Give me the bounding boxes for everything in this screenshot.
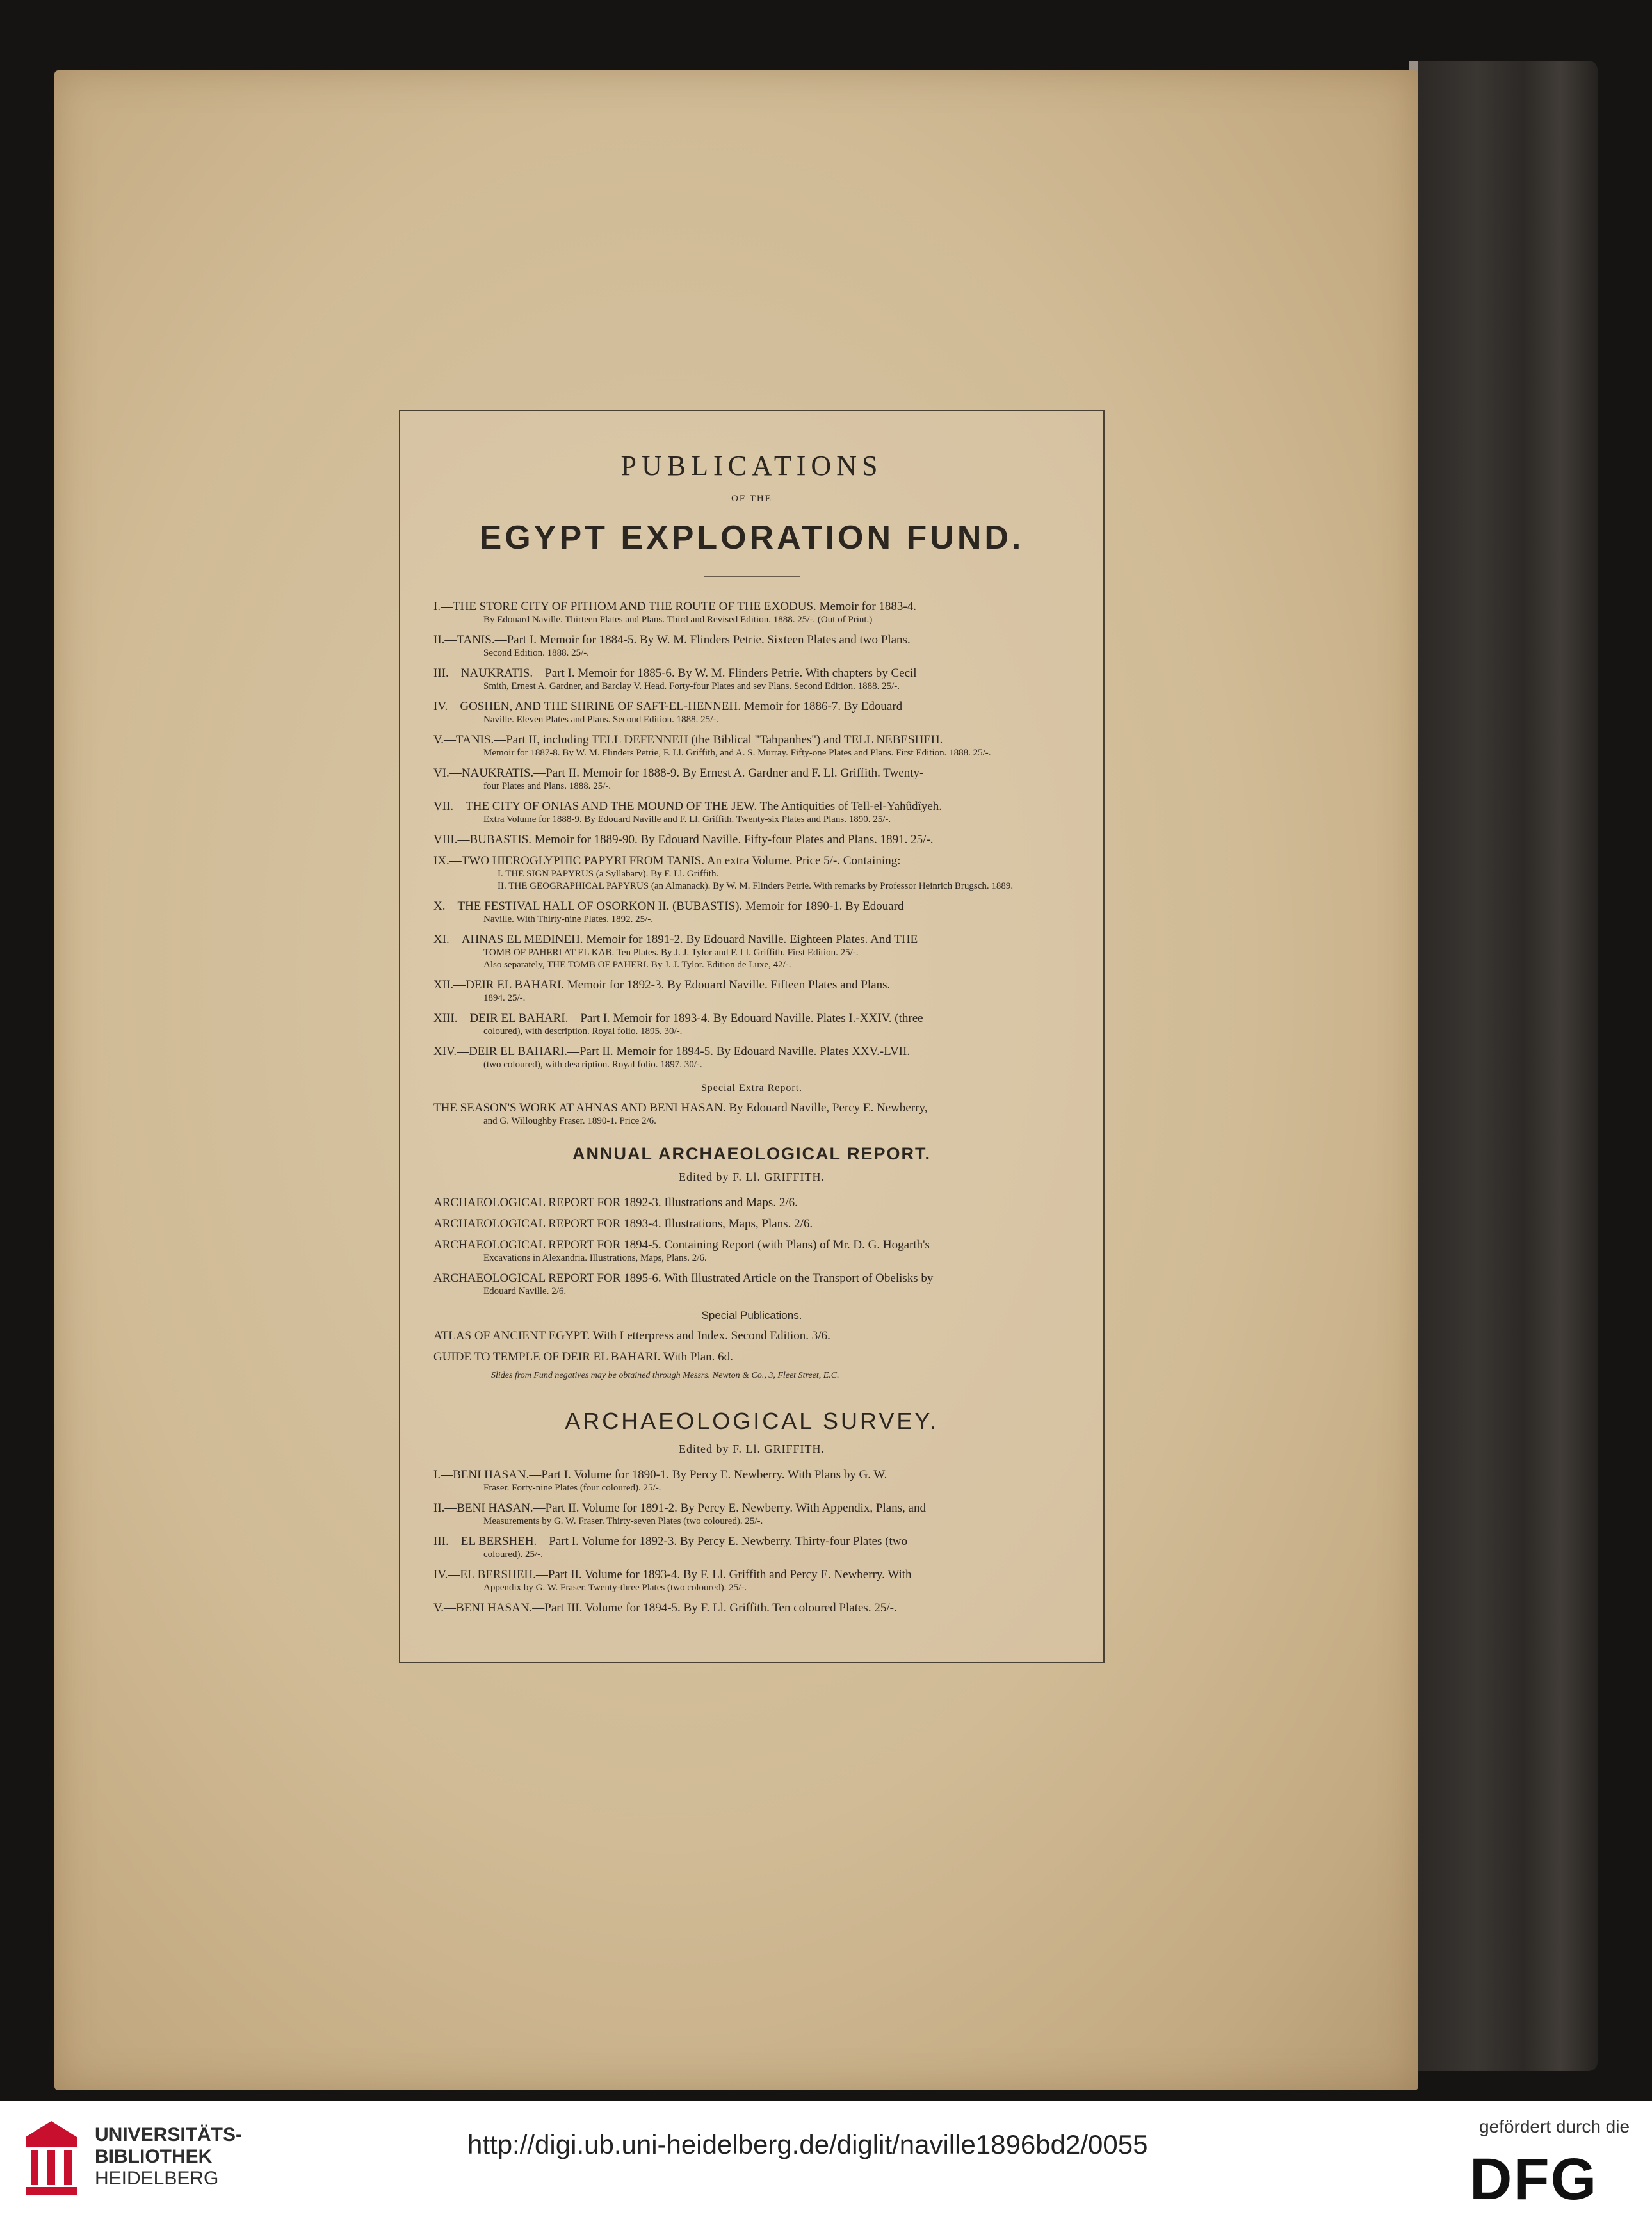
entry-detail: Second Edition. 1888. 25/-.: [483, 648, 589, 658]
entry-detail: and G. Willoughby Fraser. 1890-1. Price 2/6.: [483, 1116, 656, 1126]
entry-detail: TOMB OF PAHERI AT EL KAB. Ten Plates. By J. J. Tylor and F. Ll. Griffith. First Edition. 25/-.: [483, 948, 859, 958]
list-item: [433, 1534, 1070, 1561]
list-item: [433, 1195, 1070, 1210]
publications-title: PUBLICATIONS: [620, 450, 883, 481]
list-item: [433, 732, 1070, 759]
entry-title: III.—EL BERSHEH.—Part I. Volume for 1892-3. By Percy E. Newberry. Thirty-four Plates (two: [433, 1535, 907, 1548]
list-item: [433, 932, 1070, 971]
entry-title: II.—BENI HASAN.—Part II. Volume for 1891-2. By Percy E. Newberry. With Appendix, Plans, and: [433, 1501, 926, 1515]
entry-title: ARCHAEOLOGICAL REPORT FOR 1892-3. Illustrations and Maps. 2/6.: [433, 1196, 798, 1209]
list-item: [433, 1467, 1070, 1494]
entry-title: VII.—THE CITY OF ONIAS AND THE MOUND OF THE JEW. The Antiquities of Tell-el-Yahûdîyeh.: [433, 800, 943, 813]
entry-title: II.—TANIS.—Part I. Memoir for 1884-5. By W. M. Flinders Petrie. Sixteen Plates and two Plans.: [433, 633, 911, 647]
funded-by-label: gefördert durch die: [1479, 2117, 1630, 2136]
entry-detail: Edouard Naville. 2/6.: [483, 1286, 567, 1296]
entry-detail: Naville. Eleven Plates and Plans. Second Edition. 1888. 25/-.: [483, 714, 719, 725]
entry-detail: Fraser. Forty-nine Plates (four coloured). 25/-.: [483, 1483, 661, 1493]
entry-title: IV.—EL BERSHEH.—Part II. Volume for 1893-4. By F. Ll. Griffith and Percy E. Newberry. With: [433, 1568, 912, 1581]
list-item: [433, 766, 1070, 793]
entry-title: ARCHAEOLOGICAL REPORT FOR 1895-6. With Illustrated Article on the Transport of Obelisks by: [433, 1271, 934, 1285]
entry-title: GUIDE TO TEMPLE OF DEIR EL BAHARI. With Plan. 6d.: [433, 1350, 733, 1364]
entry-title: X.—THE FESTIVAL HALL OF OSORKON II. (BUBASTIS). Memoir for 1890-1. By Edouard: [433, 900, 904, 913]
list-item: [433, 1238, 1070, 1264]
of-the-label: OF THE: [731, 494, 772, 504]
dfg-logo: DFG: [1470, 2147, 1598, 2212]
entry-title: V.—TANIS.—Part II, including TELL DEFENNEH (the Biblical "Tahpanhes") and TELL NEBESHEH.: [433, 733, 943, 746]
sub-entry: I. THE SIGN PAPYRUS (a Syllabary). By F. Ll. Griffith.: [498, 869, 719, 879]
divider-rule: [704, 576, 800, 577]
viewer-footer: [0, 2101, 1652, 2219]
entry-title: IX.—TWO HIEROGLYPHIC PAPYRI FROM TANIS. An extra Volume. Price 5/-. Containing:: [433, 854, 901, 867]
list-item: [433, 1501, 1070, 1528]
entry-title: III.—NAUKRATIS.—Part I. Memoir for 1885-6. By W. M. Flinders Petrie. With chapters by Cecil: [433, 666, 917, 680]
entry-detail: coloured), with description. Royal folio. 1895. 30/-.: [483, 1026, 683, 1037]
publications-plate: [399, 410, 1105, 1663]
entry-detail: 1894. 25/-.: [483, 993, 526, 1003]
annual-report-heading: ANNUAL ARCHAEOLOGICAL REPORT.: [572, 1144, 932, 1163]
entry-title: V.—BENI HASAN.—Part III. Volume for 1894-5. By F. Ll. Griffith. Ten coloured Plates. 25/-.: [433, 1601, 897, 1615]
list-item: [433, 1216, 1070, 1231]
entry-title: ARCHAEOLOGICAL REPORT FOR 1893-4. Illustrations, Maps, Plans. 2/6.: [433, 1217, 813, 1231]
annual-editor: Edited by F. Ll. GRIFFITH.: [678, 1170, 825, 1183]
entry-detail: coloured). 25/-.: [483, 1549, 543, 1560]
survey-editor: Edited by F. Ll. GRIFFITH.: [678, 1442, 825, 1455]
special-publications-heading: Special Publications.: [701, 1309, 802, 1321]
list-item: [433, 832, 1070, 847]
list-item: [433, 599, 1070, 626]
list-item: [433, 899, 1070, 926]
list-item: [433, 978, 1070, 1005]
list-item: [433, 1567, 1070, 1594]
entry-detail: four Plates and Plans. 1888. 25/-.: [483, 781, 611, 791]
entry-title: IV.—GOSHEN, AND THE SHRINE OF SAFT-EL-HENNEH. Memoir for 1886-7. By Edouard: [433, 700, 903, 713]
university-logo-icon: [19, 2118, 83, 2201]
entry-title: XII.—DEIR EL BAHARI. Memoir for 1892-3. By Edouard Naville. Fifteen Plates and Plans.: [433, 978, 891, 992]
book-spine: [1412, 61, 1598, 2071]
book-cover: [54, 70, 1418, 2090]
entry-detail: By Edouard Naville. Thirteen Plates and Plans. Third and Revised Edition. 1888. 25/-. (Out of Print.): [483, 615, 873, 625]
entry-detail: Smith, Ernest A. Gardner, and Barclay V. Head. Forty-four Plates and sev Plans. Second Edition. 1888. 25/-.: [483, 681, 900, 691]
slides-note: Slides from Fund negatives may be obtained through Messrs. Newton & Co., 3, Fleet Street, E.C.: [491, 1371, 839, 1380]
uni-line: UNIVERSITÄTS-: [95, 2124, 243, 2145]
list-item: [433, 1328, 1070, 1343]
entry-title: ATLAS OF ANCIENT EGYPT. With Letterpress and Index. Second Edition. 3/6.: [433, 1329, 830, 1343]
entry-title: XIII.—DEIR EL BAHARI.—Part I. Memoir for 1893-4. By Edouard Naville. Plates I.-XXIV. (three: [433, 1012, 923, 1025]
publications-list: [433, 599, 1070, 1071]
entry-detail: Measurements by G. W. Fraser. Thirty-seven Plates (two coloured). 25/-.: [483, 1516, 763, 1526]
list-item: [433, 1011, 1070, 1038]
entry-title: VIII.—BUBASTIS. Memoir for 1889-90. By Edouard Naville. Fifty-four Plates and Plans. 1891. 25/-.: [433, 833, 934, 846]
list-item: [433, 1271, 1070, 1298]
entry-title: VI.—NAUKRATIS.—Part II. Memoir for 1888-9. By Ernest A. Gardner and F. Ll. Griffith. Twenty-: [433, 766, 924, 780]
uni-line: BIBLIOTHEK: [95, 2146, 213, 2167]
entry-detail: Extra Volume for 1888-9. By Edouard Naville and F. Ll. Griffith. Twenty-six Plates and Plans. 1890. 25/-.: [483, 814, 891, 825]
entry-title: ARCHAEOLOGICAL REPORT FOR 1894-5. Containing Report (with Plans) of Mr. D. G. Hogarth's: [433, 1238, 930, 1252]
entry-detail: Naville. With Thirty-nine Plates. 1892. 25/-.: [483, 914, 654, 924]
entry-title: THE SEASON'S WORK AT AHNAS AND BENI HASAN. By Edouard Naville, Percy E. Newberry,: [433, 1101, 928, 1115]
entry-detail: Memoir for 1887-8. By W. M. Flinders Petrie, F. Ll. Griffith, and A. S. Murray. Fifty-one Plates and Plans. First Edition. 1888. 25/-.: [483, 748, 991, 758]
list-item: [433, 799, 1070, 826]
entry-detail: Appendix by G. W. Fraser. Twenty-three Plates (two coloured). 25/-.: [483, 1583, 747, 1593]
list-item: [433, 699, 1070, 726]
permalink-url[interactable]: http://digi.ub.uni-heidelberg.de/diglit/naville1896bd2/0055: [467, 2129, 1148, 2159]
entry-detail: Excavations in Alexandria. Illustrations, Maps, Plans. 2/6.: [483, 1253, 707, 1263]
list-item: [433, 853, 1070, 892]
list-item: [433, 1601, 1070, 1615]
list-item: [433, 666, 1070, 693]
list-item: [433, 633, 1070, 659]
entry-title: I.—THE STORE CITY OF PITHOM AND THE ROUTE OF THE EXODUS. Memoir for 1883-4.: [433, 600, 916, 613]
organization-title: EGYPT EXPLORATION FUND.: [479, 519, 1024, 556]
entry-detail: Also separately, THE TOMB OF PAHERI. By J. J. Tylor. Edition de Luxe, 42/-.: [483, 960, 791, 970]
special-extra-heading: Special Extra Report.: [700, 1083, 803, 1093]
list-item: [433, 1044, 1070, 1071]
entry-title: XIV.—DEIR EL BAHARI.—Part II. Memoir for 1894-5. By Edouard Naville. Plates XXV.-LVII.: [433, 1045, 911, 1058]
university-name: [95, 2124, 242, 2190]
list-item: [433, 1350, 1070, 1364]
entry-title: I.—BENI HASAN.—Part I. Volume for 1890-1. By Percy E. Newberry. With Plans by G. W.: [433, 1468, 887, 1481]
entry-detail: (two coloured), with description. Royal folio. 1897. 30/-.: [483, 1060, 702, 1070]
uni-line: HEIDELBERG: [95, 2168, 219, 2189]
list-item: [433, 1101, 1070, 1127]
survey-heading: ARCHAEOLOGICAL SURVEY.: [565, 1408, 939, 1434]
sub-entry: II. THE GEOGRAPHICAL PAPYRUS (an Almanack). By W. M. Flinders Petrie. With remarks by Professor Heinrich Brugsch. 1889.: [498, 881, 1014, 891]
entry-title: XI.—AHNAS EL MEDINEH. Memoir for 1891-2. By Edouard Naville. Eighteen Plates. And THE: [433, 933, 918, 946]
